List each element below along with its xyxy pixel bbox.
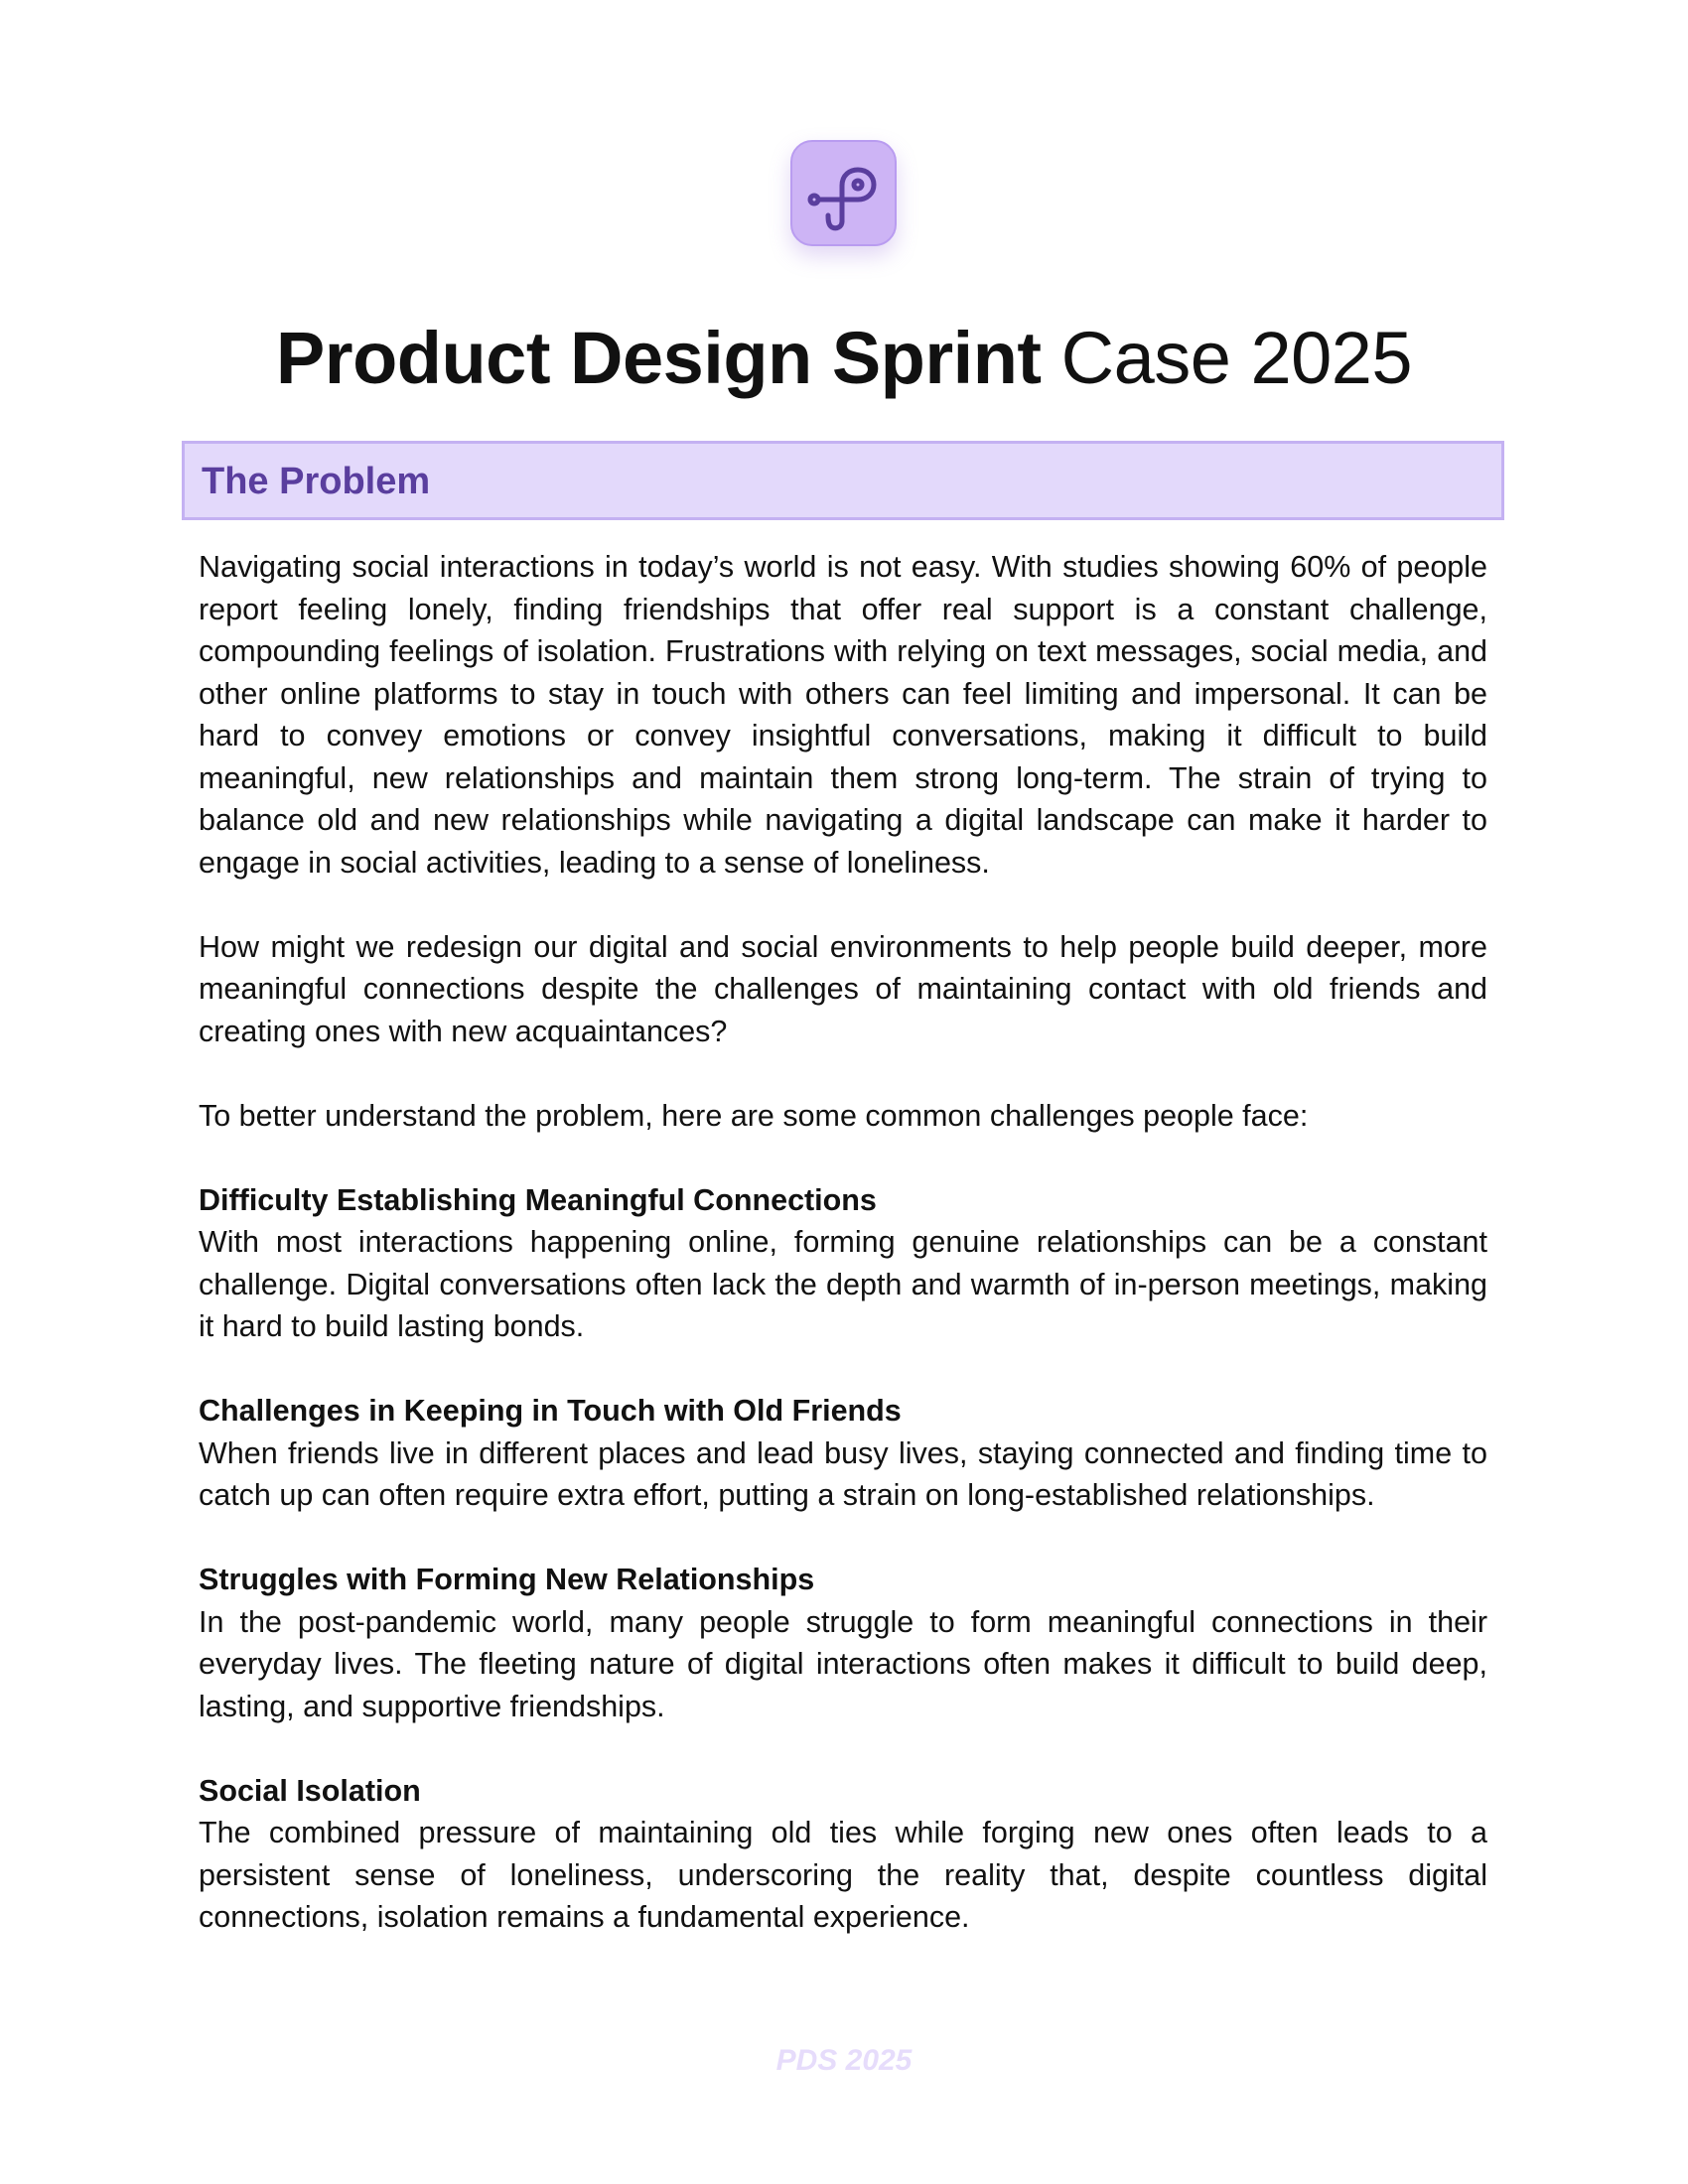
footer-mark: PDS 2025 <box>775 2044 913 2077</box>
challenge-block <box>199 1559 1487 1727</box>
challenge-heading: Struggles with Forming New Relationships <box>199 1563 815 1596</box>
challenge-text: When friends live in different places and lead busy lives, staying connected and finding time to catch up can often require extra effort, putting a strain on long-established relationships. <box>199 1435 1487 1512</box>
challenge-heading: Challenges in Keeping in Touch with Old Friends <box>199 1394 902 1428</box>
challenge-text: With most interactions happening online, forming genuine relationships can be a constant challenge. Digital conversations often lack the depth and warmth of in-person meetings, making it hard to build lasting bonds. <box>199 1225 1487 1343</box>
section-title: The Problem <box>202 461 431 502</box>
page-title <box>0 314 1688 403</box>
page-title-bold: Product Design Sprint <box>275 317 1042 399</box>
document-body <box>199 546 1487 1980</box>
challenge-heading: Difficulty Establishing Meaningful Connections <box>199 1182 877 1217</box>
logo-badge <box>790 140 897 246</box>
challenge-text: The combined pressure of maintaining old ties while forging new ones often leads to a persistent sense of loneliness, underscoring the reality that, despite countless digital connections, isolation remains a fundamental experience. <box>199 1816 1487 1934</box>
challenge-heading: Social Isolation <box>199 1773 421 1808</box>
challenge-block <box>199 1770 1487 1939</box>
how-might-we-paragraph: How might we redesign our digital and social environments to help people build deeper, more meaningful connections despite the challenges of maintaining contact with old friends and creating ones with new acquaintances? <box>199 929 1487 1048</box>
section-header-bar <box>182 441 1504 520</box>
intro-paragraph: Navigating social interactions in today’s world is not easy. With studies showing 60% of people report feeling lonely, finding friendships that offer real support is a constant challenge, compounding feelings of isolation. Frustrations with relying on text messages, social media, and other online platforms to stay in touch with others can feel limiting and impersonal. It can be hard to convey emotions or convey insightful conversations, making it difficult to build meaningful, new relationships and maintain them strong long-term. The strain of trying to balance old and new relationships while navigating a digital landscape can make it harder to engage in social activities, leading to a sense of loneliness. <box>199 550 1487 880</box>
pds-logo-icon <box>792 142 895 244</box>
challenge-text: In the post-pandemic world, many people struggle to form meaningful connections in their everyday lives. The fleeting nature of digital interactions often makes it difficult to build deep, lasting, and supportive friendships. <box>199 1604 1487 1723</box>
challenge-block <box>199 1179 1487 1348</box>
challenge-block <box>199 1390 1487 1517</box>
page-title-light: Case 2025 <box>1060 317 1413 399</box>
challenges-lead-in: To better understand the problem, here are some common challenges people face: <box>199 1098 1309 1133</box>
